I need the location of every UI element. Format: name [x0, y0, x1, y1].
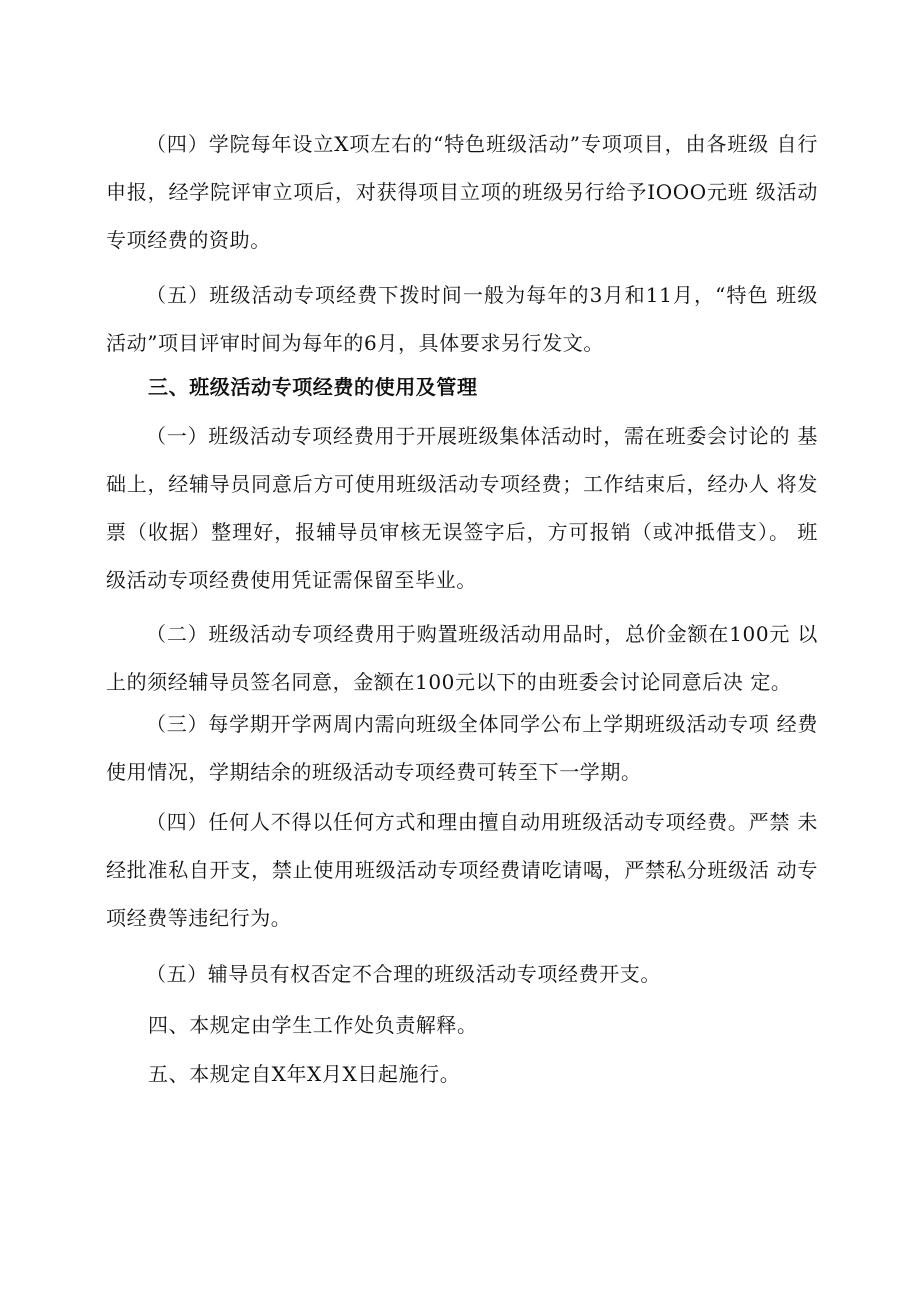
- paragraph-special-class-activity-projects: （四）学院每年设立X项左右的“特色班级活动”专项项目，由各班级 自行申报，经学院评审立项后，对获得项目立项的班级另行给予IOOO元班 级活动专项经费的资助。: [106, 132, 818, 252]
- paragraph-interpretation: 四、本规定由学生工作处负责解释。: [148, 1013, 478, 1037]
- paragraph-purchase-approval: （二）班级活动专项经费用于购置班级活动用品时，总价金额在100元 以上的须经辅导员签名同意，金额在100元以下的由班委会讨论同意后决 定。: [106, 622, 818, 694]
- paragraph-usage-disclosure: （三）每学期开学两周内需向班级全体同学公布上学期班级活动专项 经费使用情况，学期结余的班级活动专项经费可转至下一学期。: [106, 712, 818, 784]
- paragraph-funding-schedule: （五）班级活动专项经费下拨时间一般为每年的3月和11月，“特色 班级活动”项目评审时间为每年的6月，具体要求另行发文。: [106, 283, 818, 355]
- paragraph-effective-date: 五、本规定自X年X月X日起施行。: [148, 1062, 461, 1086]
- paragraph-collective-activity-usage: （一）班级活动专项经费用于开展班级集体活动时，需在班委会讨论的 基础上，经辅导员同意后方可使用班级活动专项经费；工作结束后，经办人 将发票（收据）整理好，报辅导员审核无误签字后，方可报销（或冲抵借支）。 班级活动专项经费使用凭证需保留至毕业。: [106, 424, 818, 592]
- section-heading-usage-and-management: 三、班级活动专项经费的使用及管理: [148, 375, 478, 399]
- paragraph-prohibitions: （四）任何人不得以任何方式和理由擅自动用班级活动专项经费。严禁 未经批准私自开支，禁止使用班级活动专项经费请吃请喝，严禁私分班级活 动专项经费等违纪行为。: [106, 810, 818, 930]
- paragraph-counselor-veto: （五）辅导员有权否定不合理的班级活动专项经费开支。: [146, 962, 661, 986]
